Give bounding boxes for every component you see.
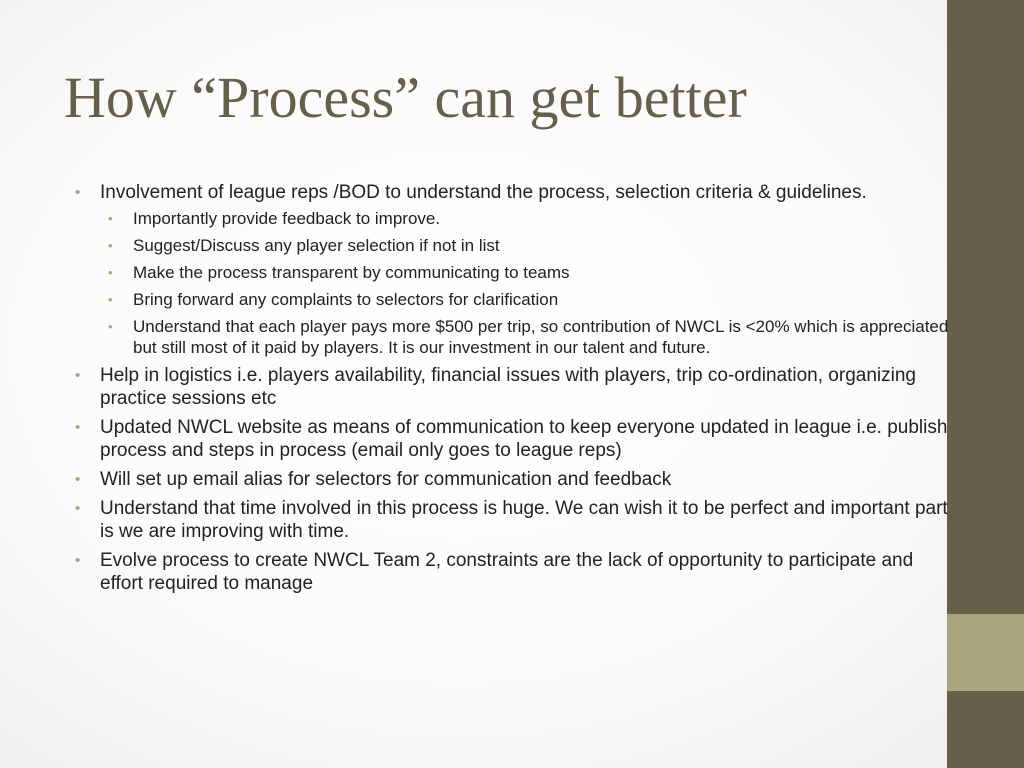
bullet-text: Involvement of league reps /BOD to understand the process, selection criteria & guidelines. [100, 182, 867, 203]
sub-bullet-item [100, 235, 949, 256]
sub-bullet-text: Bring forward any complaints to selectors for clarification [133, 290, 559, 309]
sidebar-accent-block [947, 614, 1024, 691]
bullet-dot-icon: • [75, 419, 81, 436]
bullet-dot-icon: • [75, 471, 81, 488]
sub-bullet-text: Make the process transparent by communicating to teams [133, 263, 570, 282]
bullet-item [75, 468, 949, 491]
bullet-text: Updated NWCL website as means of communication to keep everyone updated in league i.e. publish process and steps in process (email only goes to league reps) [100, 417, 948, 461]
sub-bullet-text: Suggest/Discuss any player selection if not in list [133, 236, 500, 255]
sub-bullet-text: Importantly provide feedback to improve. [133, 209, 441, 228]
bullet-item [75, 497, 949, 543]
bullet-item [75, 181, 949, 358]
bullet-dot-icon: • [75, 500, 81, 517]
sub-bullet-dot-icon: • [108, 211, 113, 226]
bullet-dot-icon: • [75, 184, 81, 201]
sub-bullet-list [100, 208, 949, 358]
sub-bullet-item [100, 262, 949, 283]
sub-bullet-dot-icon: • [108, 265, 113, 280]
sub-bullet-dot-icon: • [108, 292, 113, 307]
bullet-item [75, 416, 949, 462]
sub-bullet-item [100, 289, 949, 310]
bullet-dot-icon: • [75, 552, 81, 569]
slide-title: How “Process” can get better [64, 65, 747, 130]
sub-bullet-item [100, 208, 949, 229]
bullet-list [75, 181, 949, 601]
bullet-item [75, 364, 949, 410]
bullet-text: Understand that time involved in this process is huge. We can wish it to be perfect and important part is we are improving with time. [100, 498, 948, 542]
sub-bullet-dot-icon: • [108, 319, 113, 334]
bullet-item [75, 549, 949, 595]
bullet-text: Help in logistics i.e. players availability, financial issues with players, trip co-ordination, organizing practice sessions etc [100, 365, 916, 409]
bullet-text: Evolve process to create NWCL Team 2, constraints are the lack of opportunity to participate and effort required to manage [100, 550, 914, 594]
bullet-text: Will set up email alias for selectors for communication and feedback [100, 469, 672, 490]
sub-bullet-item [100, 316, 949, 358]
sub-bullet-text: Understand that each player pays more $500 per trip, so contribution of NWCL is <20% which is appreciated but still most of it paid by players. It is our investment in our talent and future. [133, 317, 949, 357]
sub-bullet-dot-icon: • [108, 238, 113, 253]
bullet-dot-icon: • [75, 367, 81, 384]
